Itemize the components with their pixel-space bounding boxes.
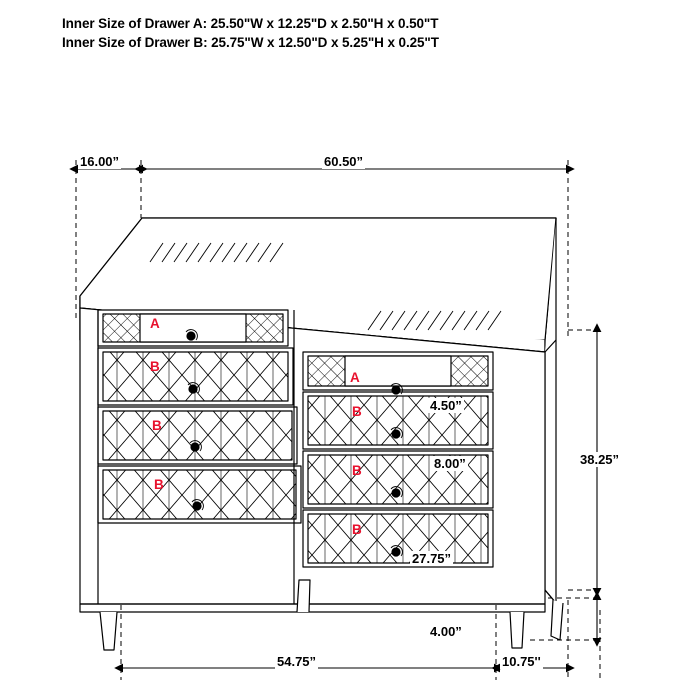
dim-drawer-front-width: 27.75” [412, 551, 452, 566]
spec-line-drawer-b: Inner Size of Drawer B: 25.75"W x 12.50"D x 5.25"H x 0.25"T [62, 35, 439, 50]
spec-line-drawer-a: Inner Size of Drawer A: 25.50"W x 12.25"D x 2.50"H x 0.50"T [62, 16, 439, 31]
drawer-label-left-3: B [152, 418, 162, 433]
dim-drawer-b-height: 8.00” [434, 456, 466, 471]
dim-base-depth: 10.75'' [502, 654, 541, 669]
dim-depth-top: 16.00” [80, 154, 120, 169]
drawer-label-right-4: B [352, 522, 362, 537]
drawer-label-right-1: A [350, 370, 360, 385]
drawer-label-right-2: B [352, 404, 362, 419]
dim-width-top: 60.50” [324, 154, 364, 169]
dim-drawer-a-height: 4.50” [430, 398, 462, 413]
drawer-label-right-3: B [352, 463, 362, 478]
drawer-label-left-1: A [150, 316, 160, 331]
dim-leg-height: 4.00” [430, 624, 462, 639]
drawer-label-left-4: B [154, 477, 164, 492]
dim-base-width: 54.75” [277, 654, 317, 669]
drawer-label-left-2: B [150, 359, 160, 374]
dim-total-height: 38.25” [580, 452, 620, 467]
